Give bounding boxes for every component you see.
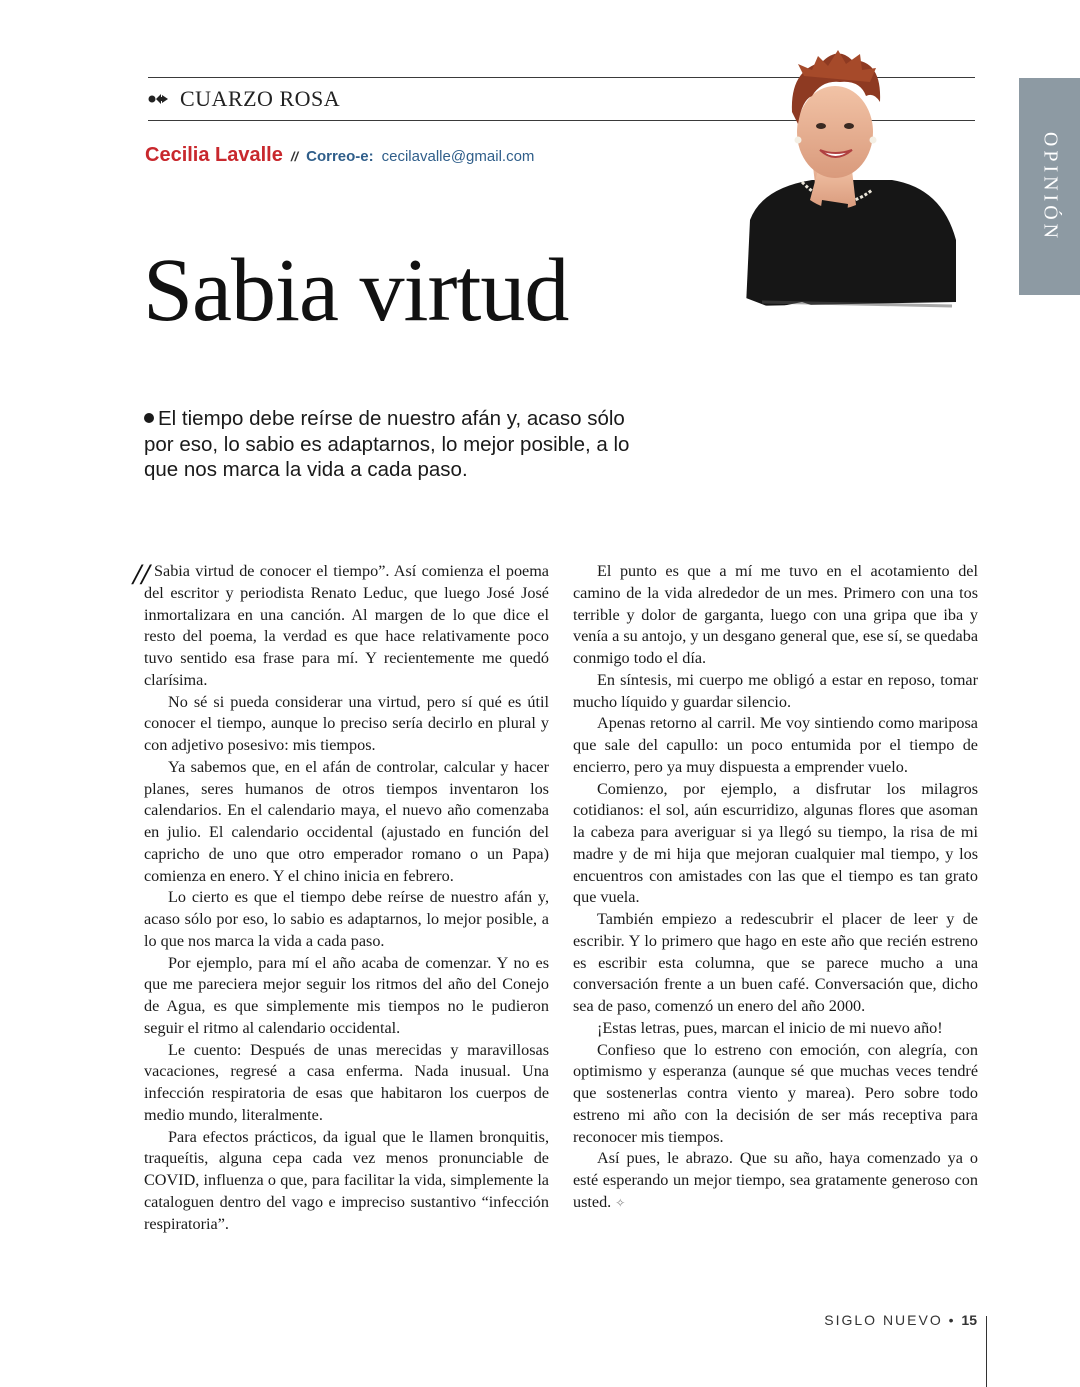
paragraph-text: Así pues, le abrazo. Que su año, haya comenzado ya o esté esperando un mejor tiempo, sea gratamente generoso con usted. <box>573 1149 978 1211</box>
double-arrow-icon <box>148 92 170 106</box>
byline-separator: // <box>290 149 299 164</box>
author-name: Cecilia Lavalle <box>145 144 283 166</box>
paragraph: Para efectos prácticos, da igual que le llamen bronquitis, traqueítis, alguna cepa cada vez menos pronunciable de COVID, influenza o que, para facilitar la vida, simplemente la cataloguen dentro del vago e impreciso sustantivo “infección respiratoria”. <box>144 1127 549 1233</box>
author-photo <box>742 40 958 330</box>
author-email[interactable]: cecilavalle@gmail.com <box>381 148 535 165</box>
page-number: 15 <box>961 1312 977 1328</box>
section-label: CUARZO ROSA <box>180 86 341 111</box>
footer-dot: • <box>948 1312 956 1328</box>
article-lead <box>144 406 644 483</box>
paragraph: Ya sabemos que, en el afán de controlar, calcular y hacer planes, seres humanos de otros tiempos inventaron los calendarios. En el calendario maya, el nuevo año comenzaba en julio. El calendario occidental (ajustado en función del capricho de uno que otro emperador romano o un Papa) comienza en enero. Y el chino inicia en febrero. <box>144 757 549 885</box>
byline <box>145 144 534 167</box>
article-column-left <box>144 561 549 1235</box>
side-tab-label: OPINIÓN <box>1039 131 1061 242</box>
email-label: Correo-e: <box>306 148 374 165</box>
paragraph-last <box>573 1148 978 1214</box>
article-column-right <box>573 561 978 1215</box>
paragraph: Lo cierto es que el tiempo debe reírse de nuestro afán y, acaso sólo por eso, lo sabio es adaptarnos, lo mejor posible, a lo que nos marca la vida a cada paso. <box>144 888 549 950</box>
magazine-name: SIGLO NUEVO <box>824 1312 943 1328</box>
paragraph: Por ejemplo, para mí el año acaba de comenzar. Y no es que me pareciera mejor seguir los ritmos del año del Conejo de Agua, es que simplemente mis tiempos no le pudieron seguir el ritmo al calendario occidental. <box>144 953 549 1037</box>
section-header <box>148 86 340 112</box>
paragraph: No sé si pueda considerar una virtud, pero sí qué es útil conocer el tiempo, aunque lo preciso sería decirlo en plural y con adjetivo posesivo: mis tiempos. <box>144 692 549 754</box>
footer-rule <box>986 1316 987 1387</box>
paragraph: ¡Estas letras, pues, marcan el inicio de mi nuevo año! <box>597 1018 943 1037</box>
bullet-icon <box>144 413 154 423</box>
page-footer <box>824 1312 977 1328</box>
paragraph: Confieso que lo estreno con emoción, con alegría, con optimismo y esperanza (aunque sé que muchas veces tendré que sostenerlas contra viento y marea). Pero sobre todo estreno mi año con la decisión de ser más receptiva para reconocer mis tiempos. <box>573 1040 978 1146</box>
lead-text: El tiempo debe reírse de nuestro afán y, acaso sólo por eso, lo sabio es adaptarnos, lo mejor posible, a lo que nos marca la vida a cada paso. <box>144 407 630 481</box>
paragraph: El punto es que a mí me tuvo en el acotamiento del camino de la vida alrededor de un mes. Primero con una tos terrible y dolor de garganta, luego con una gripa que iba y venía a su antojo, y un desgano general que, ese sí, se quedaba conmigo todo el día. <box>573 562 979 667</box>
paragraph: Apenas retorno al carril. Me voy sintiendo como mariposa que sale del capullo: un poco entumida por el tiempo de encierro, pero ya muy dispuesta a emprender vuelo. <box>573 714 978 776</box>
end-mark-icon: ✧ <box>615 1195 626 1210</box>
opening-quote-mark: // <box>133 558 150 591</box>
paragraph: En síntesis, mi cuerpo me obligó a estar en reposo, tomar mucho líquido y guardar silencio. <box>573 670 978 711</box>
side-tab-opinion <box>1019 78 1080 295</box>
paragraph: Comienzo, por ejemplo, a disfrutar los milagros cotidianos: el sol, aún escurridizo, algunas flores que asoman la cabeza para averiguar si ya llegó su tiempo, la risa de mi madre y de mi hija que mejoran cualquier mal tiempo, y los encuentros con amistades con las que el tiempo es tan grato que vuela. <box>573 779 978 907</box>
paragraph: También empiezo a redescubrir el placer de leer y de escribir. Y lo primero que hago en este año que recién estreno es escribir esta columna, que se parece mucho a una conversación frente a un buen café. Conversación que, dicho sea de paso, comenzó un enero del año 2000. <box>573 910 978 1015</box>
article-title: Sabia virtud <box>143 241 569 340</box>
paragraph: Le cuento: Después de unas merecidas y maravillosas vacaciones, regresé a casa enferma. Nada inusual. Una infección respiratoria de esas que habitaron los cuerpos de medio mundo, literalmente. <box>144 1040 549 1124</box>
paragraph: Sabia virtud de conocer el tiempo”. Así comienza el poema del escritor y periodista Renato Leduc, que luego José José inmortalizara en una canción. Al margen de lo que dice el resto del poema, la verdad es que hace relativamente poco tuvo sentido esa frase para mí. Y recientemente me quedó clarísima. <box>144 562 549 689</box>
